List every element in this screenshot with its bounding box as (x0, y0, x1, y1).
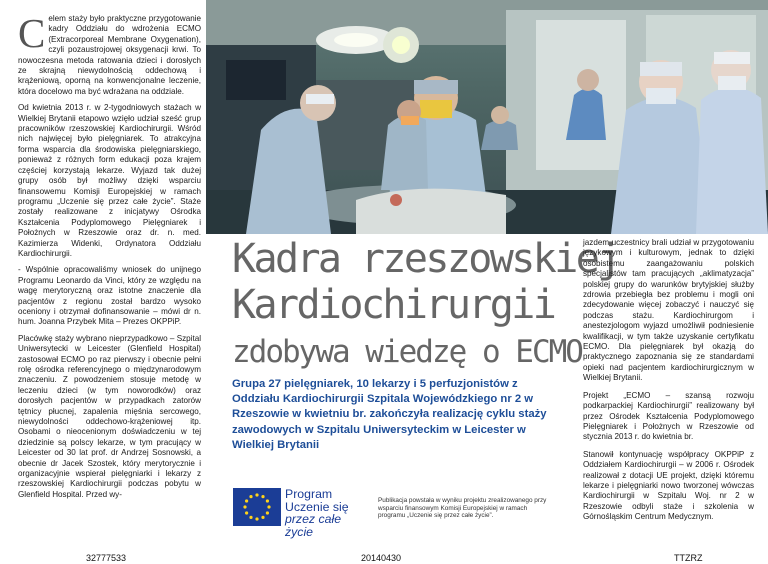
headline-line-3: zdobywa wiedzę o ECMO (232, 334, 582, 370)
right-paragraph-2: Projekt „ECMO – szansą rozwoju podkarpackiej Kardiochirurgii” realizowany był przez Ośrodek Kształcenia Podyplomowego Pielęgniarek i Położnych w Rzeszowie od stycznia 2013 r. do kwietnia br. (583, 390, 754, 442)
surgery-photo (206, 0, 768, 234)
dropcap: C (18, 10, 46, 56)
eu-program-line-3: przez całe życie (285, 512, 342, 539)
eu-program-name (285, 488, 368, 538)
paragraph-3: - Wspólnie opracowaliśmy wniosek do unijnego Programu Leonardo da Vinci, który ze względu na wagę merytoryczną oraz istotne znaczenie dla pacjentów z regionu został bardzo wysoko oceniony i otrzymał dofinansowanie – mówi dr n. hum. Joanna Przybek Mita – Prezes OKPPiP. (18, 265, 201, 327)
eu-program-banner (233, 487, 368, 539)
right-column (583, 238, 754, 530)
paragraph-1 (18, 10, 201, 97)
headline-line-1: Kadra rzeszowskiej (232, 236, 619, 282)
paragraph-2: Od kwietnia 2013 r. w 2-tygodniowych stażach w Wielkiej Brytanii etapowo wzięło udział sześć grup pracowników rzeszowskiej Kardiochirurgii. Wśród nich najwięcej było pielęgniarek. To atrakcyjna forma wsparcia dla środowiska pielęgniarskiego, ponieważ z różnych form edukacji poza krajem częściej korzystają lekarze. Wyjazd tak dużej grupy osób był możliwy dzięki wsparciu finansowemu Komisji Europejskiej w ramach programu „Uczenie się przez całe życie”. Staże zostały realizowane z inicjatywy Ośrodka Kształcenia Podyplomowego Pielęgniarek i Położnych w Rzeszowie oraz dr. n. med. Kazimierza Widenki, Ordynatora Oddziału Kardiochirurgii. (18, 103, 201, 258)
footer-date: 20140430 (361, 553, 402, 563)
left-column (18, 10, 201, 506)
footer-id: 32777533 (86, 553, 127, 563)
right-paragraph-3: Stanowił kontynuację współpracy OKPPiP z Oddziałem Kardiochirurgii – w 2006 r. Ośrodek realizował z dotacji UE projekt, dzięki któremu lekarze i pielęgniarki nowo tworzonej wówczas Kardiochirurgii w Szpitalu Woj. nr 2 w Rzeszowie odbyli staże i szkolenia w Górnośląskim Centrum Medycznym. (583, 449, 754, 522)
operating-room-illustration (206, 0, 768, 234)
eu-program-line-2: Uczenie się (285, 499, 349, 514)
right-paragraph-1: jazdem uczestnicy brali udział w przygotowaniu językowym i kulturowym, jednak to dzięki osobistemu zaangażowaniu polskich specjalistów tam pracujących „aklimatyzacja” polskiej grupy do warunków brytyjskiej służby zdrowia przebiegła bez problemu i mogli oni zdecydowanie więcej zobaczyć i nauczyć się podczas stażu. Kardiochirurgom i anestezjologom wyjazd umożliwił podniesienie kwalifikacji, w tym także uzyskanie certyfikatu ECMO. Dla pielęgniarek był okazją do praktycznego zapoznania się ze standardami opieki nad pacjentem kardiochirurgicznym w Wielkiej Brytanii. (583, 238, 754, 383)
headline-line-2: Kardiochirurgii (232, 282, 555, 328)
eu-program-line-1: Program (285, 487, 333, 501)
headline (232, 236, 619, 370)
footer-code: TTZRZ (674, 553, 703, 563)
eu-flag-icon (233, 488, 281, 526)
paragraph-1-text: elem staży było praktyczne przygotowanie kadry Oddziału do wdrożenia ECMO (Extracorporeal Membrane Oxygenation), czyli pozaustrojowej oksygenacji krwi. To nowoczesna metoda ratowania dzieci i dorosłych ze skrajną niewydolnością oddechową i krążeniową, oporną na konwencjonalne leczenie, która docelowo ma być wdrażana na oddziale. (18, 14, 201, 96)
lead-paragraph: Grupa 27 pielęgniarek, 10 lekarzy i 5 perfuzjonistów z Oddziału Kardiochirurgii Szpitala Wojewódzkiego nr 2 w Rzeszowie w kwietniu br. zakończyła realizację cyklu staży zawodowych w Szpitalu Uniwersyteckim w Leicester w Wielkiej Brytanii (232, 378, 547, 451)
eu-funding-note: Publikacja powstała w wyniku projektu zrealizowanego przy wsparciu finansowym Komisji Europejskiej w ramach programu „Uczenie się przez całe życie”. (378, 497, 547, 520)
paragraph-4: Placówkę staży wybrano nieprzypadkowo – Szpital Uniwersytecki w Leicester (Glenfield Hospital) zastosował ECMO po raz pierwszy i obecnie pełni rolę ośrodka referencyjnego o międzynarodowym znaczeniu. Z powodzeniem stosuje metodę w leczeniu dzieci (w tym noworodków) oraz dorosłych pacjentów w przypadkach zatorów tętnicy płucnej, zapalenia mięśnia sercowego, niewydolności oddechowo-krążeniowej itp. Osobami o nieocenionym doświadczeniu w tej dziedzinie są polscy lekarze, w tym pracujący w Leicester od 30 lat prof. dr Andrzej Sosnowski, a obecnie dr Jacek Szostek, który merytorycznie i organizacyjnie wspierał pielęgniarki i lekarzy z rzeszowskiej Kardiochirurgii podczas pobytu w Glenfield Hospital. Przed wy- (18, 333, 201, 499)
